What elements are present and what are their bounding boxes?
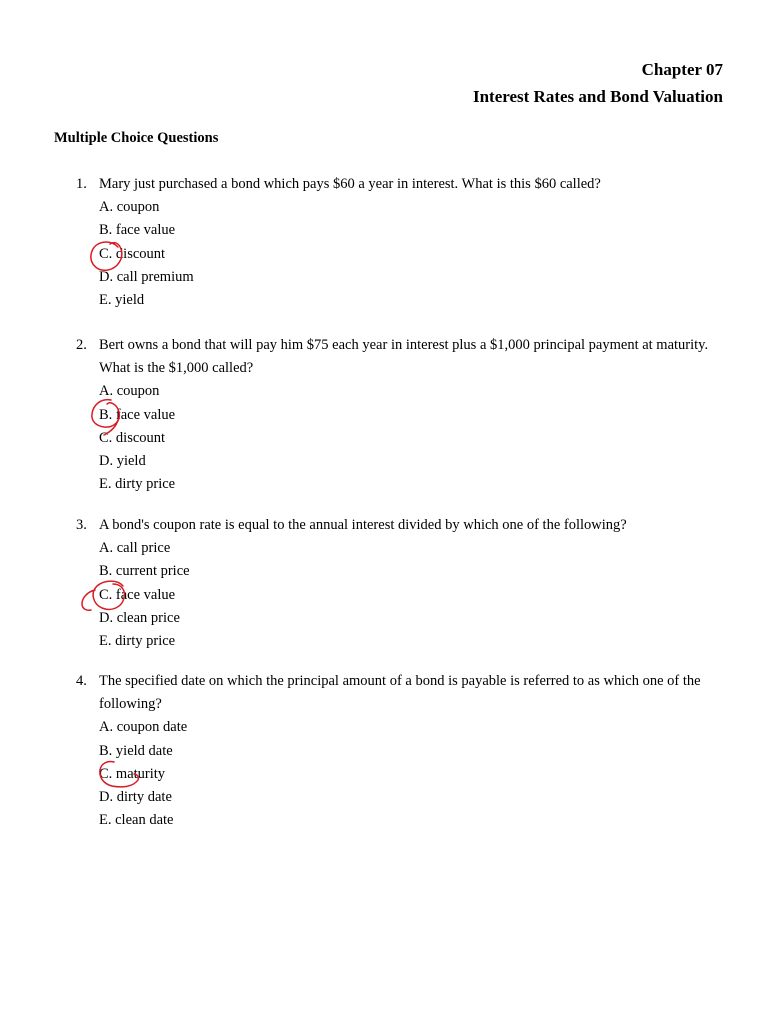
question-number: 3. (76, 517, 87, 533)
question-number: 1. (76, 176, 87, 192)
option-b: B. yield date (99, 742, 173, 759)
option-a: A. coupon date (99, 719, 188, 736)
chapter-header (473, 56, 723, 110)
option-a: A. coupon (99, 383, 160, 400)
option-c: C. discount (99, 245, 166, 262)
option-b: B. face value (99, 222, 176, 239)
question-number: 2. (76, 337, 87, 353)
question-2 (76, 334, 716, 496)
chapter-number: Chapter 07 (641, 60, 723, 79)
section-title: Multiple Choice Questions (54, 130, 219, 146)
chapter-title: Interest Rates and Bond Valuation (472, 87, 723, 106)
question-text: Mary just purchased a bond which pays $60 a year in interest. What is this $60 called? (99, 176, 601, 192)
question-3 (76, 514, 716, 653)
question-1 (76, 173, 716, 312)
question-text: Bert owns a bond that will pay him $75 each year in interest plus a $1,000 principal payment at maturity. What is the $1,000 called? (99, 337, 709, 377)
option-d: D. dirty date (99, 789, 172, 806)
option-c: C. maturity (99, 765, 166, 782)
option-d: D. call premium (99, 268, 194, 285)
question-text: A bond's coupon rate is equal to the annual interest divided by which one of the following? (99, 517, 627, 533)
option-d: D. yield (99, 453, 146, 470)
question-number: 4. (76, 673, 87, 689)
option-d: D. clean price (99, 609, 180, 626)
option-a: A. call price (99, 540, 171, 557)
option-b: B. current price (99, 563, 190, 580)
option-c: C. face value (99, 586, 176, 603)
question-text: The specified date on which the principal amount of a bond is payable is referred to as which one of the following? (99, 673, 701, 713)
option-b: B. face value (99, 406, 176, 423)
option-e: E. clean date (99, 812, 174, 829)
option-c: C. discount (99, 429, 166, 446)
option-e: E. dirty price (99, 633, 176, 650)
question-4 (76, 670, 716, 832)
option-e: E. dirty price (99, 476, 176, 493)
option-a: A. coupon (99, 199, 160, 216)
option-e: E. yield (99, 292, 145, 309)
